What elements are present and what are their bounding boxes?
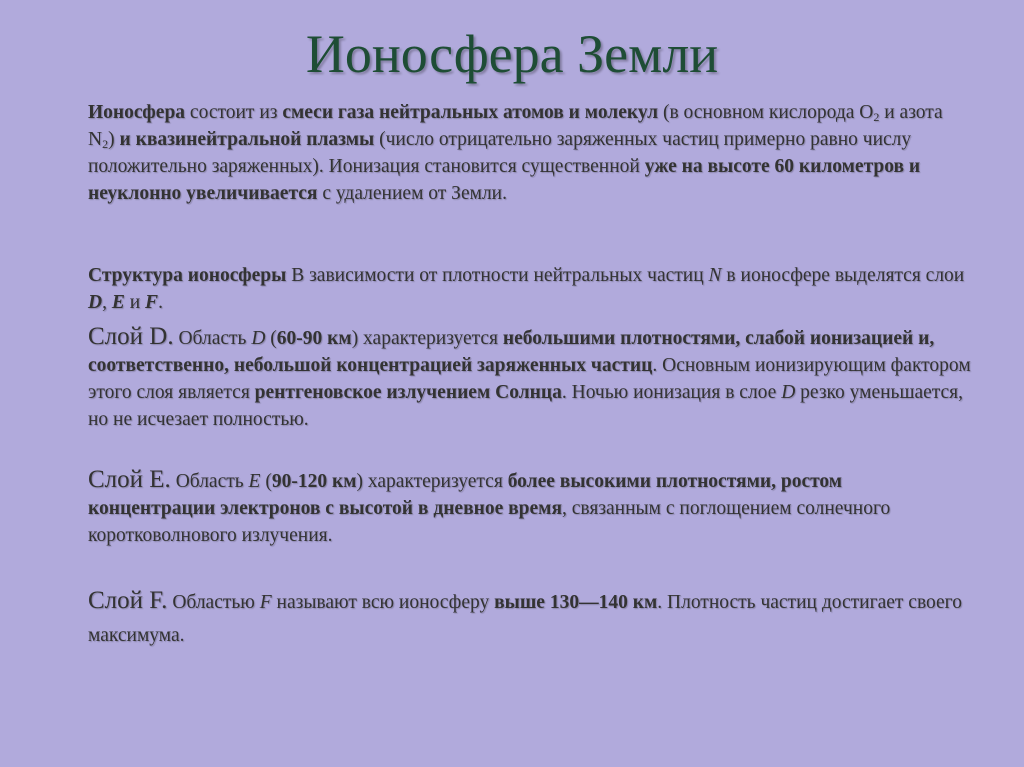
slide-title: Ионосфера Земли	[305, 24, 719, 84]
layer-e-heading: Слой E.	[88, 466, 171, 493]
layer-d-paragraph: Слой D. Область D (60-90 км) характеризуется небольшими плотностями, слабой ионизацией и, соответственно, небольшой концентрацией заряженных частиц. Основным ионизирующим фактором этого слоя является рентгеновское излучением Солнца. Ночью ионизация в слое D резко уменьшается, но не исчезает полностью.	[88, 323, 971, 430]
layer-f-heading: Слой F.	[88, 587, 168, 614]
layer-f-paragraph: Слой F. Областью F называют всю ионосферу выше 130—140 км. Плотность частиц достигает своего максимума.	[88, 587, 962, 646]
term-ionosphere: Ионосфера	[88, 102, 186, 123]
structure-paragraph: Структура ионосферы В зависимости от плотности нейтральных частиц N в ионосфере выделятся слои D, E и F.	[88, 265, 965, 313]
intro-paragraph: Ионосфера состоит из смеси газа нейтральных атомов и молекул (в основном кислорода $О_2$ и азота $N_2$) и квазинейтральной плазмы (число отрицательно заряженных частиц примерно равно числу положительно заряженных). Ионизация становится существенной уже на высоте 60 километров и неуклонно увеличивается с удалением от Земли.	[88, 102, 943, 204]
layer-e-paragraph: Слой E. Область E (90-120 км) характеризуется более высокими плотностями, ростом концентрации электронов с высотой в дневное время, связанным с поглощением солнечного коротковолнового излучения.	[88, 466, 891, 546]
layer-d-heading: Слой D.	[88, 323, 174, 350]
structure-heading: Структура ионосферы	[88, 265, 287, 286]
